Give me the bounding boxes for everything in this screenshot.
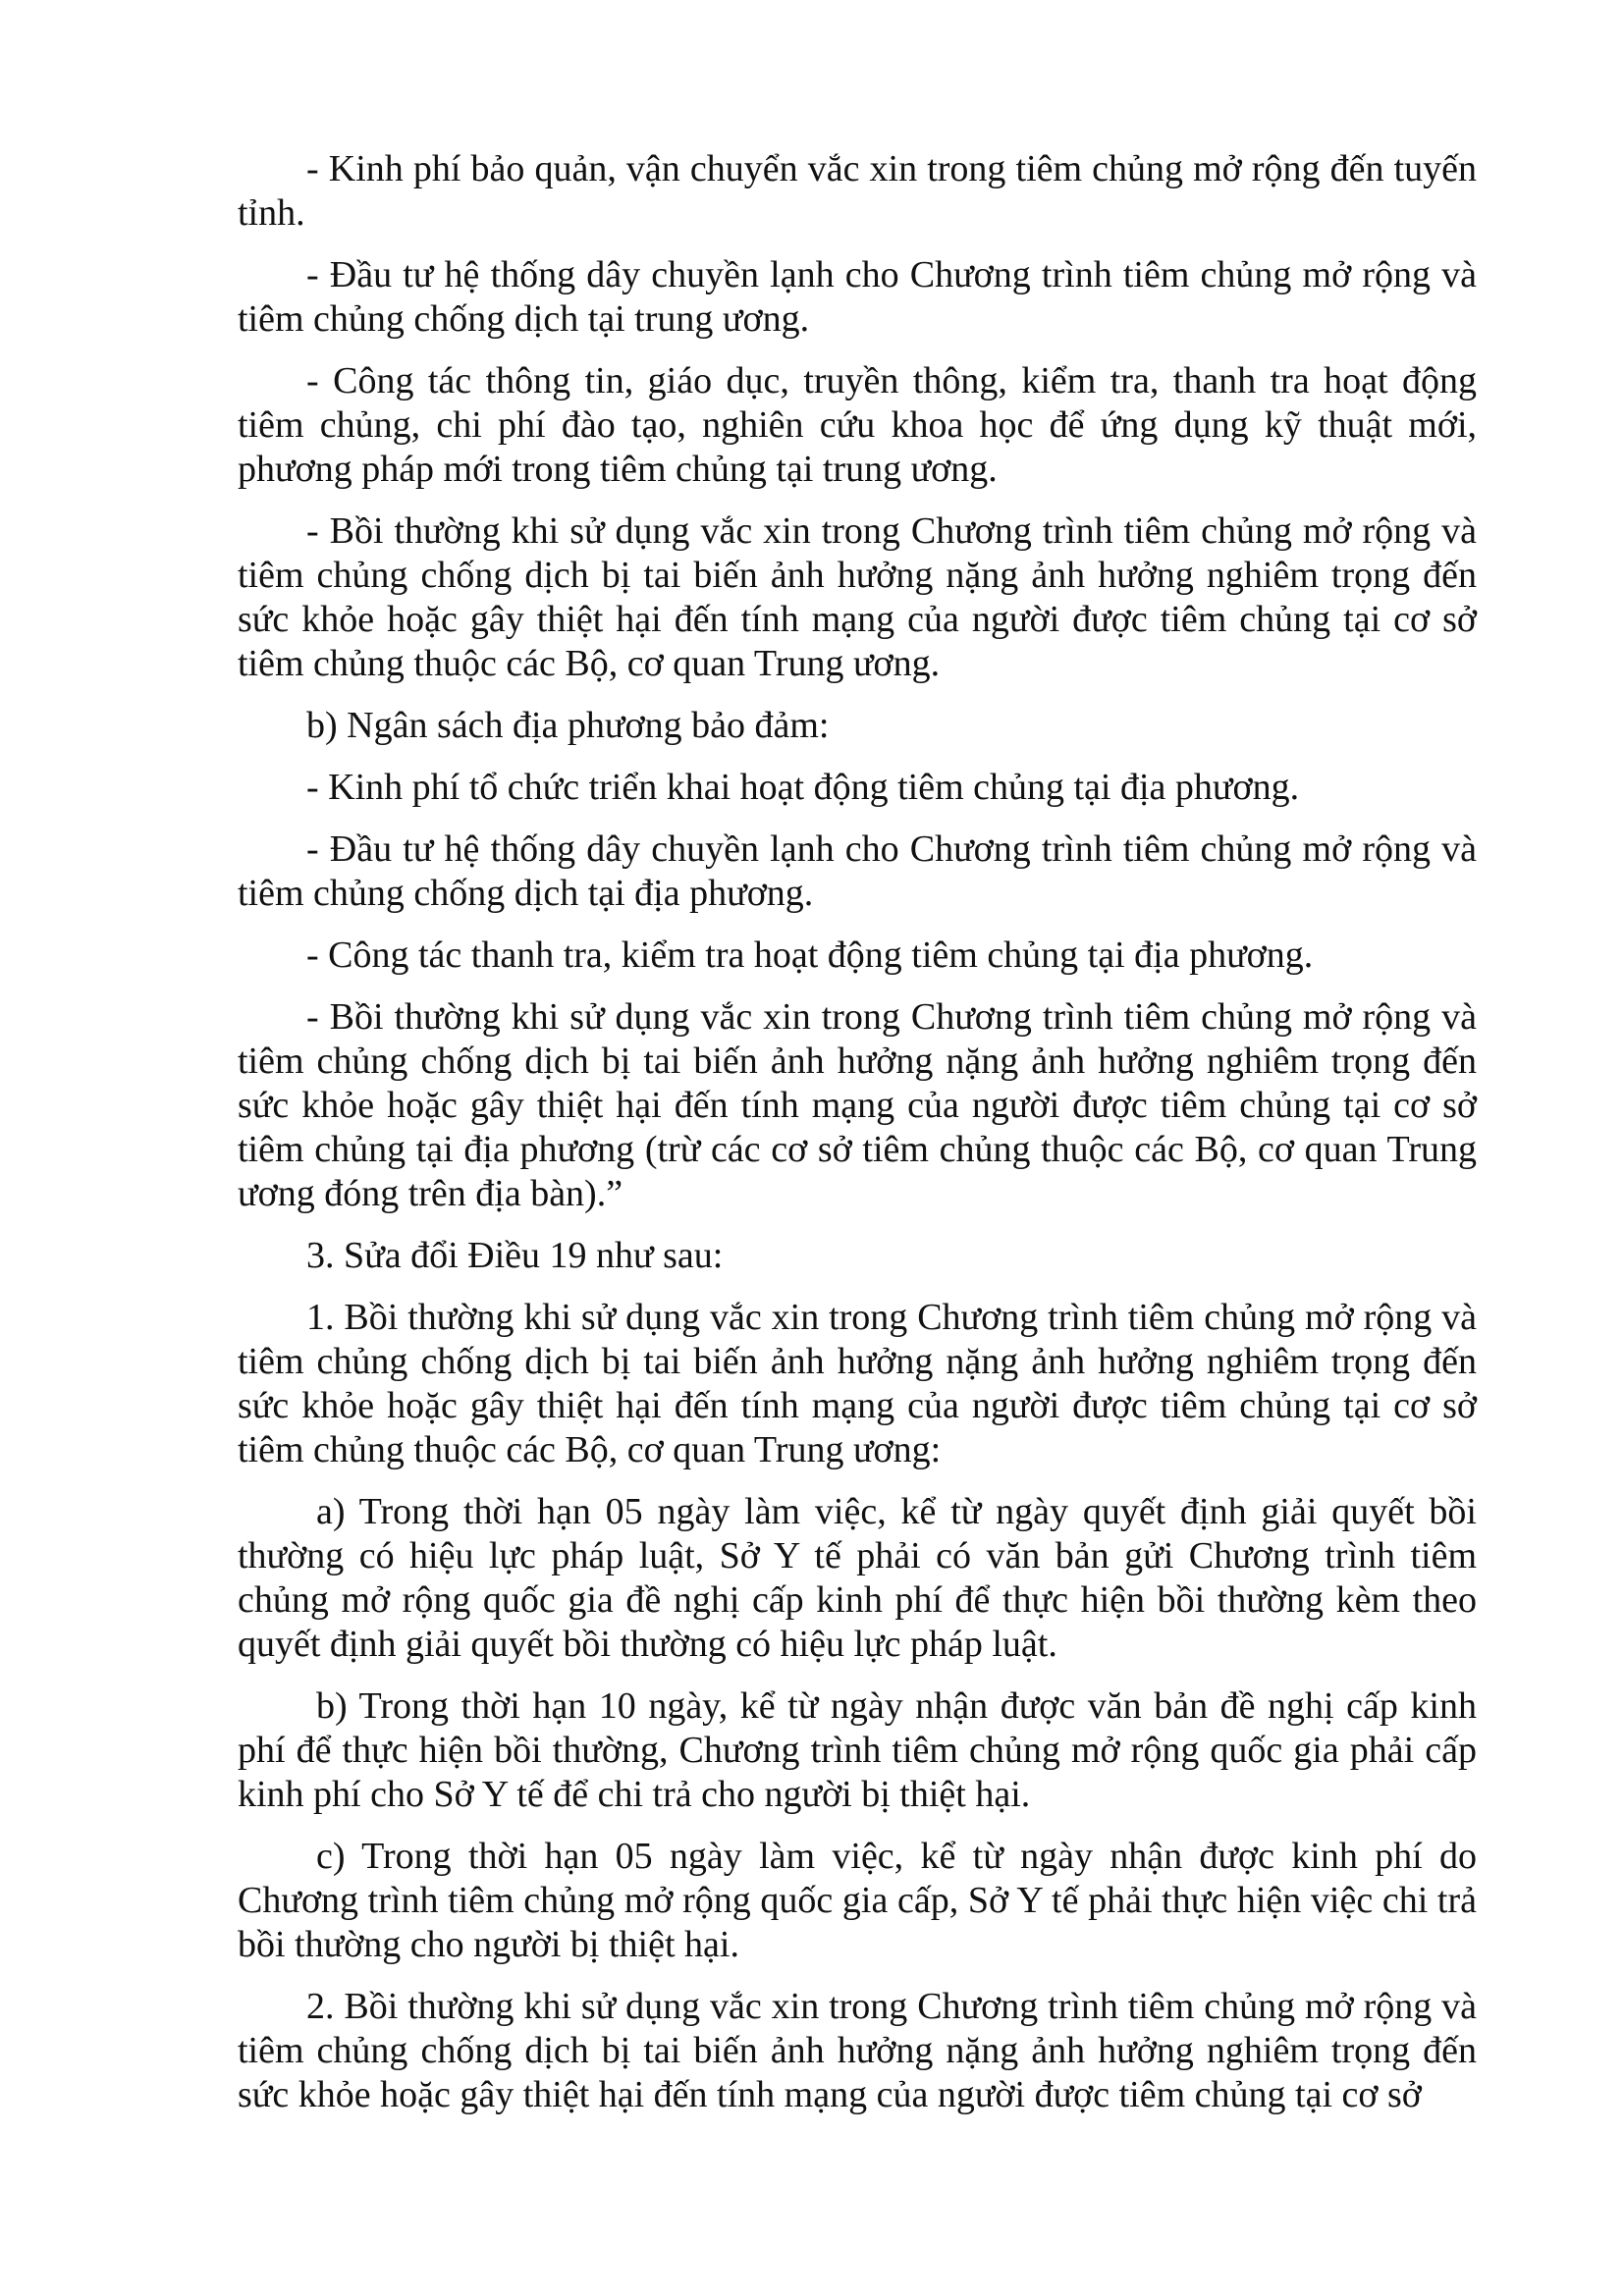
paragraph-communication-inspection-central: - Công tác thông tin, giáo dục, truyền thông, kiểm tra, thanh tra hoạt động tiêm chủng, chi phí đào tạo, nghiên cứu khoa học để ứng dụng kỹ thuật mới, phương pháp mới trong tiêm chủng tại trung ương. [238, 360, 1477, 490]
paragraph-local-activities-funding: - Kinh phí tổ chức triển khai hoạt động tiêm chủng tại địa phương. [306, 767, 1300, 808]
paragraph-local-budget-heading: b) Ngân sách địa phương bảo đảm: [306, 705, 830, 746]
paragraph-inspection-local: - Công tác thanh tra, kiểm tra hoạt động tiêm chủng tại địa phương. [306, 934, 1314, 976]
paragraph-clause-1a: a) Trong thời hạn 05 ngày làm việc, kể từ ngày quyết định giải quyết bồi thường có hiệu lực pháp luật, Sở Y tế phải có văn bản gửi Chương trình tiêm chủng mở rộng quốc gia đề nghị cấp kinh phí để thực hiện bồi thường kèm theo quyết định giải quyết bồi thường có hiệu lực pháp luật. [238, 1491, 1477, 1665]
paragraph-storage-transport-funding: - Kinh phí bảo quản, vận chuyển vắc xin trong tiêm chủng mở rộng đến tuyến tỉnh. [238, 148, 1477, 234]
paragraph-clause-2: 2. Bồi thường khi sử dụng vắc xin trong Chương trình tiêm chủng mở rộng và tiêm chủng chống dịch bị tai biến ảnh hưởng nặng ảnh hưởng nghiêm trọng đến sức khỏe hoặc gây thiệt hại đến tính mạng của người được tiêm chủng tại cơ sở [238, 1986, 1477, 2115]
paragraph-compensation-local: - Bồi thường khi sử dụng vắc xin trong Chương trình tiêm chủng mở rộng và tiêm chủng chống dịch bị tai biến ảnh hưởng nặng ảnh hưởng nghiêm trọng đến sức khỏe hoặc gây thiệt hại đến tính mạng của người được tiêm chủng tại cơ sở tiêm chủng tại địa phương (trừ các cơ sở tiêm chủng thuộc các Bộ, cơ quan Trung ương đóng trên địa bàn).” [238, 996, 1477, 1214]
paragraph-cold-chain-central: - Đầu tư hệ thống dây chuyền lạnh cho Chương trình tiêm chủng mở rộng và tiêm chủng chống dịch tại trung ương. [238, 254, 1477, 340]
paragraph-clause-1c: c) Trong thời hạn 05 ngày làm việc, kể từ ngày nhận được kinh phí do Chương trình tiêm chủng mở rộng quốc gia cấp, Sở Y tế phải thực hiện việc chi trả bồi thường cho người bị thiệt hại. [238, 1836, 1477, 1965]
paragraph-clause-1: 1. Bồi thường khi sử dụng vắc xin trong Chương trình tiêm chủng mở rộng và tiêm chủng chống dịch bị tai biến ảnh hưởng nặng ảnh hưởng nghiêm trọng đến sức khỏe hoặc gây thiệt hại đến tính mạng của người được tiêm chủng tại cơ sở tiêm chủng thuộc các Bộ, cơ quan Trung ương: [238, 1297, 1477, 1470]
paragraph-clause-1b: b) Trong thời hạn 10 ngày, kể từ ngày nhận được văn bản đề nghị cấp kinh phí để thực hiện bồi thường, Chương trình tiêm chủng mở rộng quốc gia phải cấp kinh phí cho Sở Y tế để chi trả cho người bị thiệt hại. [238, 1685, 1477, 1815]
paragraph-compensation-central: - Bồi thường khi sử dụng vắc xin trong Chương trình tiêm chủng mở rộng và tiêm chủng chống dịch bị tai biến ảnh hưởng nặng ảnh hưởng nghiêm trọng đến sức khỏe hoặc gây thiệt hại đến tính mạng của người được tiêm chủng tại cơ sở tiêm chủng thuộc các Bộ, cơ quan Trung ương. [238, 510, 1477, 684]
paragraph-cold-chain-local: - Đầu tư hệ thống dây chuyền lạnh cho Chương trình tiêm chủng mở rộng và tiêm chủng chống dịch tại địa phương. [238, 828, 1477, 914]
paragraph-amend-article-19: 3. Sửa đổi Điều 19 như sau: [306, 1235, 724, 1276]
document-body [238, 147, 1477, 2117]
